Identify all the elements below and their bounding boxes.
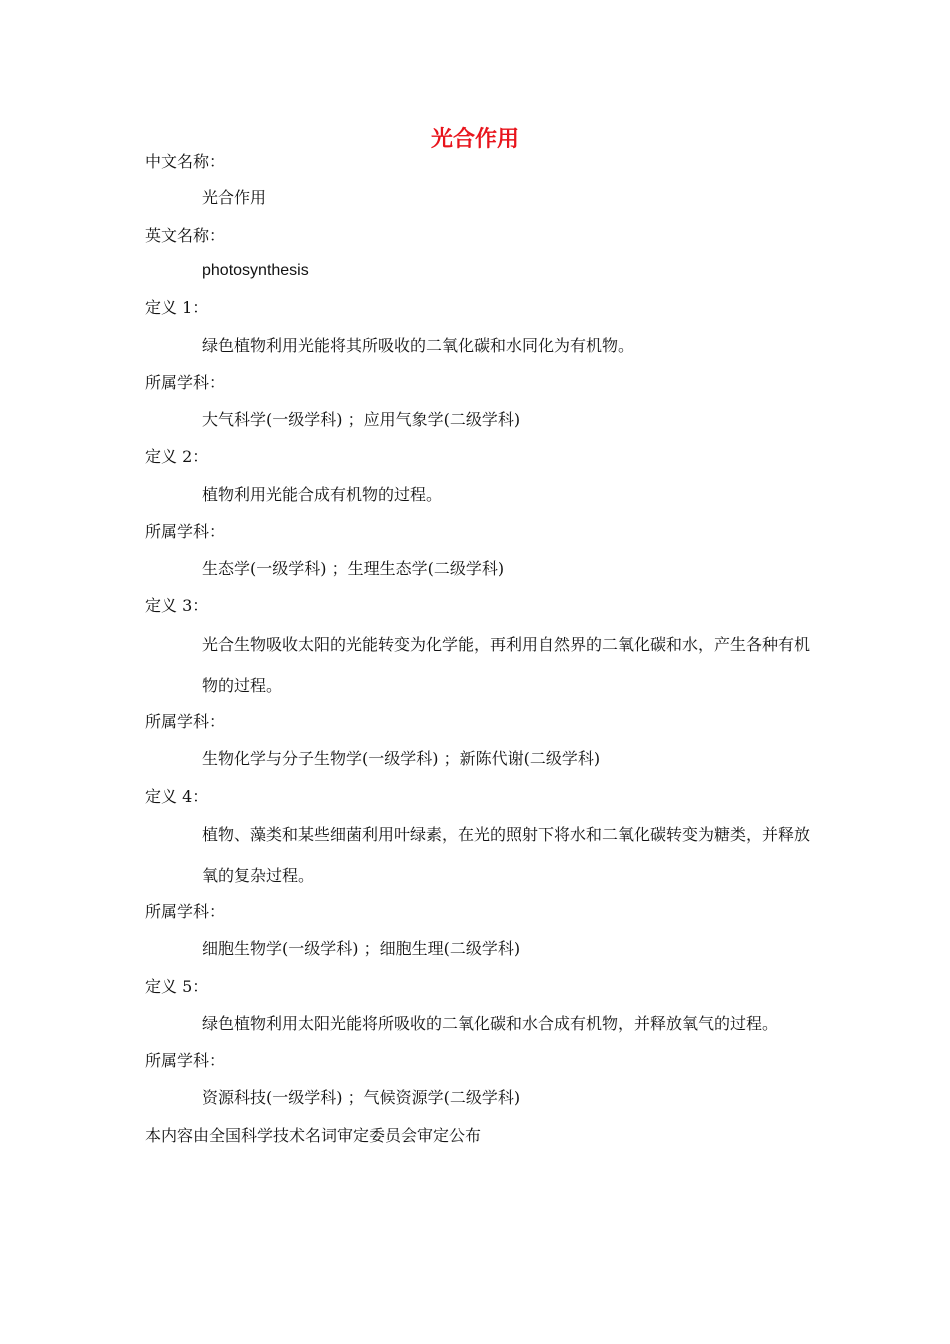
definition-3-subject-label: 所属学科： xyxy=(145,712,226,731)
chinese-name-label: 中文名称： xyxy=(145,152,226,171)
definition-3-label: 定义 3： xyxy=(145,596,209,615)
definition-2-subject: 生态学(一级学科) ；生理生态学(二级学科) xyxy=(202,559,505,578)
definition-2-text: 植物利用光能合成有机物的过程。 xyxy=(202,485,443,504)
definition-3-subject: 生物化学与分子生物学(一级学科) ；新陈代谢(二级学科) xyxy=(202,749,601,768)
definition-5-subject: 资源科技(一级学科) ；气候资源学(二级学科) xyxy=(202,1088,521,1107)
chinese-name-value: 光合作用 xyxy=(202,188,267,207)
definition-4-label: 定义 4： xyxy=(145,787,209,806)
english-name-value: photosynthesis xyxy=(202,262,309,279)
definition-2-subject-label: 所属学科： xyxy=(145,522,226,541)
definition-3-text: 光合生物吸收太阳的光能转变为化学能，再利用自然界的二氧化碳和水，产生各种有机物的过程。 xyxy=(202,635,811,695)
definition-4-subject-label: 所属学科： xyxy=(145,902,226,921)
definition-1-subject: 大气科学(一级学科) ；应用气象学(二级学科) xyxy=(202,410,521,429)
document-title: 光合作用 xyxy=(430,127,519,152)
definition-1-label: 定义 1： xyxy=(145,298,209,317)
definition-5-subject-label: 所属学科： xyxy=(145,1051,226,1070)
definition-1-text: 绿色植物利用光能将其所吸收的二氧化碳和水同化为有机物。 xyxy=(202,336,635,355)
definition-5-text: 绿色植物利用太阳光能将所吸收的二氧化碳和水合成有机物，并释放氧气的过程。 xyxy=(202,1014,779,1033)
definition-4-subject: 细胞生物学(一级学科) ；细胞生理(二级学科) xyxy=(202,939,521,958)
definition-5-label: 定义 5： xyxy=(145,977,209,996)
source-note: 本内容由全国科学技术名词审定委员会审定公布 xyxy=(145,1126,482,1145)
definition-1-subject-label: 所属学科： xyxy=(145,373,226,392)
definition-4-text: 植物、藻类和某些细菌利用叶绿素，在光的照射下将水和二氧化碳转变为糖类，并释放氧的复杂过程。 xyxy=(202,825,811,885)
definition-2-label: 定义 2： xyxy=(145,447,209,466)
english-name-label: 英文名称： xyxy=(145,226,226,245)
